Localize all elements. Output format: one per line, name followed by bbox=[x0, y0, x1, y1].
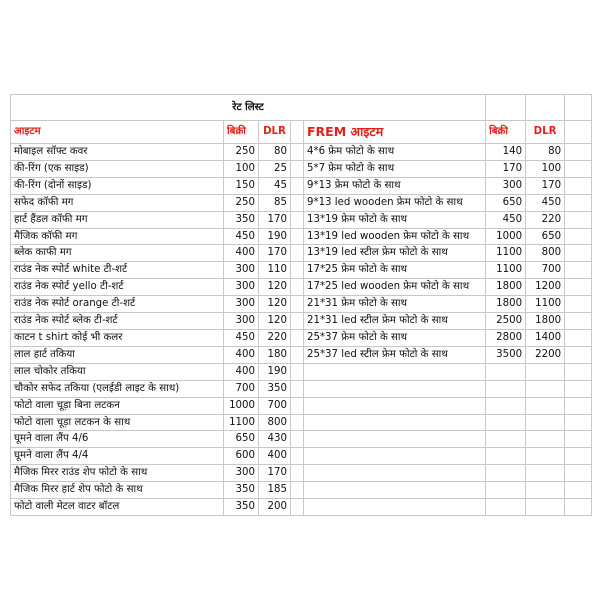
empty-cell bbox=[526, 363, 565, 380]
spacer-cell bbox=[291, 177, 304, 194]
frame-dealer-price: 1400 bbox=[526, 329, 565, 346]
table-row bbox=[11, 414, 592, 431]
frame-sale-price: 650 bbox=[486, 194, 526, 211]
item-name: की-रिंग (एक साइड) bbox=[11, 160, 224, 177]
item-name: राउंड नेक स्पोर्ट orange टी-शर्ट bbox=[11, 296, 224, 313]
title-row bbox=[11, 95, 592, 121]
header-frame-dlr: DLR bbox=[526, 121, 565, 144]
dealer-price: 25 bbox=[259, 160, 291, 177]
item-name: मैजिक मिरर हार्ट शेप फोटो के साथ bbox=[11, 482, 224, 499]
spacer-cell bbox=[565, 482, 592, 499]
frame-item-name: 17*25 फ्रेम फोटो के साथ bbox=[304, 262, 486, 279]
frame-item-name: 9*13 led wooden फ्रेम फोटो के साथ bbox=[304, 194, 486, 211]
dealer-price: 45 bbox=[259, 177, 291, 194]
rate-list-sheet bbox=[10, 94, 591, 513]
empty-cell bbox=[304, 448, 486, 465]
dealer-price: 700 bbox=[259, 397, 291, 414]
table-row bbox=[11, 296, 592, 313]
dealer-price: 190 bbox=[259, 363, 291, 380]
spacer-cell bbox=[565, 499, 592, 516]
empty-cell bbox=[486, 380, 526, 397]
empty-cell bbox=[486, 397, 526, 414]
frame-dealer-price: 1800 bbox=[526, 313, 565, 330]
sale-price: 300 bbox=[224, 279, 259, 296]
spacer-cell bbox=[565, 448, 592, 465]
frame-item-name: 17*25 led wooden फ्रेम फोटो के साथ bbox=[304, 279, 486, 296]
frame-sale-price: 2500 bbox=[486, 313, 526, 330]
table-row bbox=[11, 211, 592, 228]
spacer-cell bbox=[565, 160, 592, 177]
dealer-price: 430 bbox=[259, 431, 291, 448]
table-row bbox=[11, 177, 592, 194]
item-name: चौकोर सफेद तकिया (एलईडी लाइट के साथ) bbox=[11, 380, 224, 397]
sale-price: 1100 bbox=[224, 414, 259, 431]
dealer-price: 800 bbox=[259, 414, 291, 431]
sale-price: 450 bbox=[224, 228, 259, 245]
empty-cell bbox=[526, 465, 565, 482]
sale-price: 300 bbox=[224, 313, 259, 330]
item-name: हार्ट हैंडल कॉफी मग bbox=[11, 211, 224, 228]
frame-sale-price: 300 bbox=[486, 177, 526, 194]
item-name: घूमने वाला लैंप 4/6 bbox=[11, 431, 224, 448]
empty-cell bbox=[486, 448, 526, 465]
sale-price: 1000 bbox=[224, 397, 259, 414]
spacer-cell bbox=[565, 313, 592, 330]
empty-cell bbox=[304, 499, 486, 516]
header-dlr: DLR bbox=[259, 121, 291, 144]
table-row bbox=[11, 380, 592, 397]
empty-cell bbox=[526, 431, 565, 448]
empty-cell bbox=[486, 465, 526, 482]
dealer-price: 220 bbox=[259, 329, 291, 346]
header-frame-item: FREM आइटम bbox=[304, 121, 486, 144]
dealer-price: 170 bbox=[259, 465, 291, 482]
frame-dealer-price: 2200 bbox=[526, 346, 565, 363]
dealer-price: 200 bbox=[259, 499, 291, 516]
spacer-cell bbox=[565, 296, 592, 313]
spacer-cell bbox=[565, 121, 592, 144]
item-name: सफेद कॉफी मग bbox=[11, 194, 224, 211]
table-row bbox=[11, 245, 592, 262]
spacer-cell bbox=[291, 279, 304, 296]
frame-sale-price: 1000 bbox=[486, 228, 526, 245]
item-name: लाल चोकोर तकिया bbox=[11, 363, 224, 380]
frame-sale-price: 170 bbox=[486, 160, 526, 177]
empty-cell bbox=[304, 397, 486, 414]
empty-cell bbox=[526, 414, 565, 431]
frame-sale-price: 2800 bbox=[486, 329, 526, 346]
spacer-cell bbox=[291, 121, 304, 144]
table-row bbox=[11, 194, 592, 211]
rate-list-table bbox=[10, 94, 592, 516]
spacer-cell bbox=[565, 262, 592, 279]
frame-dealer-price: 700 bbox=[526, 262, 565, 279]
empty-cell bbox=[304, 414, 486, 431]
sale-price: 700 bbox=[224, 380, 259, 397]
table-row bbox=[11, 397, 592, 414]
header-frame-sale: बिक्री bbox=[486, 121, 526, 144]
spacer-cell bbox=[291, 211, 304, 228]
empty-cell bbox=[486, 95, 526, 121]
header-item: आइटम bbox=[11, 121, 224, 144]
dealer-price: 120 bbox=[259, 279, 291, 296]
table-row bbox=[11, 499, 592, 516]
header-row bbox=[11, 121, 592, 144]
table-row bbox=[11, 279, 592, 296]
frame-item-name: 13*19 led स्टील फ्रेम फोटो के साथ bbox=[304, 245, 486, 262]
spacer-cell bbox=[565, 245, 592, 262]
dealer-price: 170 bbox=[259, 245, 291, 262]
table-row bbox=[11, 482, 592, 499]
frame-sale-price: 450 bbox=[486, 211, 526, 228]
item-name: राउंड नेक स्पोर्ट yello टी-शर्ट bbox=[11, 279, 224, 296]
item-name: मैजिक मिरर राउंड शेप फोटो के साथ bbox=[11, 465, 224, 482]
dealer-price: 85 bbox=[259, 194, 291, 211]
item-name: लाल हार्ट तकिया bbox=[11, 346, 224, 363]
item-name: फोटो वाला चूड़ा लटकन के साथ bbox=[11, 414, 224, 431]
sale-price: 250 bbox=[224, 194, 259, 211]
sale-price: 350 bbox=[224, 499, 259, 516]
spacer-cell bbox=[291, 262, 304, 279]
spacer-cell bbox=[565, 228, 592, 245]
spacer-cell bbox=[291, 499, 304, 516]
spacer-cell bbox=[565, 431, 592, 448]
empty-cell bbox=[304, 380, 486, 397]
empty-cell bbox=[304, 482, 486, 499]
empty-cell bbox=[486, 431, 526, 448]
spacer-cell bbox=[565, 380, 592, 397]
frame-dealer-price: 650 bbox=[526, 228, 565, 245]
frame-sale-price: 140 bbox=[486, 144, 526, 161]
empty-cell bbox=[304, 431, 486, 448]
item-name: काटन t shirt कोई भी कलर bbox=[11, 329, 224, 346]
dealer-price: 180 bbox=[259, 346, 291, 363]
empty-cell bbox=[526, 380, 565, 397]
empty-cell bbox=[304, 465, 486, 482]
empty-cell bbox=[304, 363, 486, 380]
spacer-cell bbox=[291, 414, 304, 431]
frame-item-name: 13*19 led wooden फ्रेम फोटो के साथ bbox=[304, 228, 486, 245]
dealer-price: 110 bbox=[259, 262, 291, 279]
spacer-cell bbox=[291, 346, 304, 363]
table-row bbox=[11, 329, 592, 346]
spacer-cell bbox=[291, 329, 304, 346]
dealer-price: 120 bbox=[259, 313, 291, 330]
dealer-price: 120 bbox=[259, 296, 291, 313]
sheet-title: रेट लिस्ट bbox=[11, 95, 486, 121]
empty-cell bbox=[526, 397, 565, 414]
item-name: राउंड नेक स्पोर्ट ब्लेक टी-शर्ट bbox=[11, 313, 224, 330]
sale-price: 650 bbox=[224, 431, 259, 448]
sale-price: 300 bbox=[224, 465, 259, 482]
item-name: मैजिक कॉफी मग bbox=[11, 228, 224, 245]
frame-dealer-price: 450 bbox=[526, 194, 565, 211]
frame-item-name: 21*31 फ्रेम फोटो के साथ bbox=[304, 296, 486, 313]
frame-dealer-price: 220 bbox=[526, 211, 565, 228]
empty-cell bbox=[526, 95, 565, 121]
frame-sale-price: 1800 bbox=[486, 296, 526, 313]
spacer-cell bbox=[565, 211, 592, 228]
spacer-cell bbox=[565, 144, 592, 161]
sale-price: 350 bbox=[224, 482, 259, 499]
sale-price: 600 bbox=[224, 448, 259, 465]
spacer-cell bbox=[291, 482, 304, 499]
empty-cell bbox=[565, 95, 592, 121]
sale-price: 400 bbox=[224, 363, 259, 380]
spacer-cell bbox=[291, 144, 304, 161]
frame-item-name: 25*37 फ्रेम फोटो के साथ bbox=[304, 329, 486, 346]
spacer-cell bbox=[291, 160, 304, 177]
spacer-cell bbox=[565, 177, 592, 194]
sale-price: 100 bbox=[224, 160, 259, 177]
item-name: ब्लेक काफी मग bbox=[11, 245, 224, 262]
spacer-cell bbox=[565, 465, 592, 482]
item-name: फोटो वाली मेटल वाटर बॉटल bbox=[11, 499, 224, 516]
frame-item-name: 5*7 फ्रेम फोटो के साथ bbox=[304, 160, 486, 177]
table-row bbox=[11, 160, 592, 177]
frame-dealer-price: 1100 bbox=[526, 296, 565, 313]
spacer-cell bbox=[291, 228, 304, 245]
spacer-cell bbox=[565, 279, 592, 296]
item-name: राउंड नेक स्पोर्ट white टी-शर्ट bbox=[11, 262, 224, 279]
spacer-cell bbox=[565, 329, 592, 346]
spacer-cell bbox=[291, 431, 304, 448]
table-row bbox=[11, 346, 592, 363]
spacer-cell bbox=[291, 397, 304, 414]
frame-item-name: 25*37 led स्टील फ्रेम फोटो के साथ bbox=[304, 346, 486, 363]
sale-price: 250 bbox=[224, 144, 259, 161]
item-name: मोबाइल सॉफ्ट कवर bbox=[11, 144, 224, 161]
spacer-cell bbox=[291, 448, 304, 465]
empty-cell bbox=[526, 448, 565, 465]
empty-cell bbox=[486, 499, 526, 516]
dealer-price: 190 bbox=[259, 228, 291, 245]
frame-sale-price: 1100 bbox=[486, 262, 526, 279]
table-row bbox=[11, 431, 592, 448]
table-row bbox=[11, 228, 592, 245]
empty-cell bbox=[486, 414, 526, 431]
spacer-cell bbox=[291, 194, 304, 211]
item-name: फोटो वाला चूड़ा बिना लटकन bbox=[11, 397, 224, 414]
table-row bbox=[11, 363, 592, 380]
frame-dealer-price: 170 bbox=[526, 177, 565, 194]
table-row bbox=[11, 262, 592, 279]
frame-dealer-price: 100 bbox=[526, 160, 565, 177]
spacer-cell bbox=[291, 380, 304, 397]
spacer-cell bbox=[291, 245, 304, 262]
spacer-cell bbox=[291, 363, 304, 380]
sale-price: 400 bbox=[224, 245, 259, 262]
spacer-cell bbox=[565, 346, 592, 363]
dealer-price: 170 bbox=[259, 211, 291, 228]
dealer-price: 80 bbox=[259, 144, 291, 161]
sale-price: 400 bbox=[224, 346, 259, 363]
frame-item-name: 13*19 फ्रेम फोटो के साथ bbox=[304, 211, 486, 228]
empty-cell bbox=[486, 482, 526, 499]
frame-sale-price: 1800 bbox=[486, 279, 526, 296]
frame-item-name: 21*31 led स्टील फ्रेम फोटो के साथ bbox=[304, 313, 486, 330]
frame-item-name: 4*6 फ्रेम फोटो के साथ bbox=[304, 144, 486, 161]
dealer-price: 400 bbox=[259, 448, 291, 465]
empty-cell bbox=[486, 363, 526, 380]
frame-sale-price: 3500 bbox=[486, 346, 526, 363]
sale-price: 300 bbox=[224, 262, 259, 279]
spacer-cell bbox=[291, 313, 304, 330]
dealer-price: 185 bbox=[259, 482, 291, 499]
frame-dealer-price: 800 bbox=[526, 245, 565, 262]
frame-dealer-price: 1200 bbox=[526, 279, 565, 296]
table-row bbox=[11, 465, 592, 482]
dealer-price: 350 bbox=[259, 380, 291, 397]
table-row bbox=[11, 313, 592, 330]
spacer-cell bbox=[565, 363, 592, 380]
frame-item-name: 9*13 फ्रेम फोटो के साथ bbox=[304, 177, 486, 194]
table-row bbox=[11, 144, 592, 161]
spacer-cell bbox=[565, 194, 592, 211]
item-name: घूमने वाला लैंप 4/4 bbox=[11, 448, 224, 465]
item-name: की-रिंग (दोनों साइड) bbox=[11, 177, 224, 194]
table-row bbox=[11, 448, 592, 465]
empty-cell bbox=[526, 499, 565, 516]
sale-price: 450 bbox=[224, 329, 259, 346]
frame-sale-price: 1100 bbox=[486, 245, 526, 262]
sale-price: 350 bbox=[224, 211, 259, 228]
empty-cell bbox=[526, 482, 565, 499]
spacer-cell bbox=[565, 414, 592, 431]
sale-price: 300 bbox=[224, 296, 259, 313]
spacer-cell bbox=[565, 397, 592, 414]
header-sale: बिक्री bbox=[224, 121, 259, 144]
spacer-cell bbox=[291, 465, 304, 482]
sale-price: 150 bbox=[224, 177, 259, 194]
spacer-cell bbox=[291, 296, 304, 313]
frame-dealer-price: 80 bbox=[526, 144, 565, 161]
